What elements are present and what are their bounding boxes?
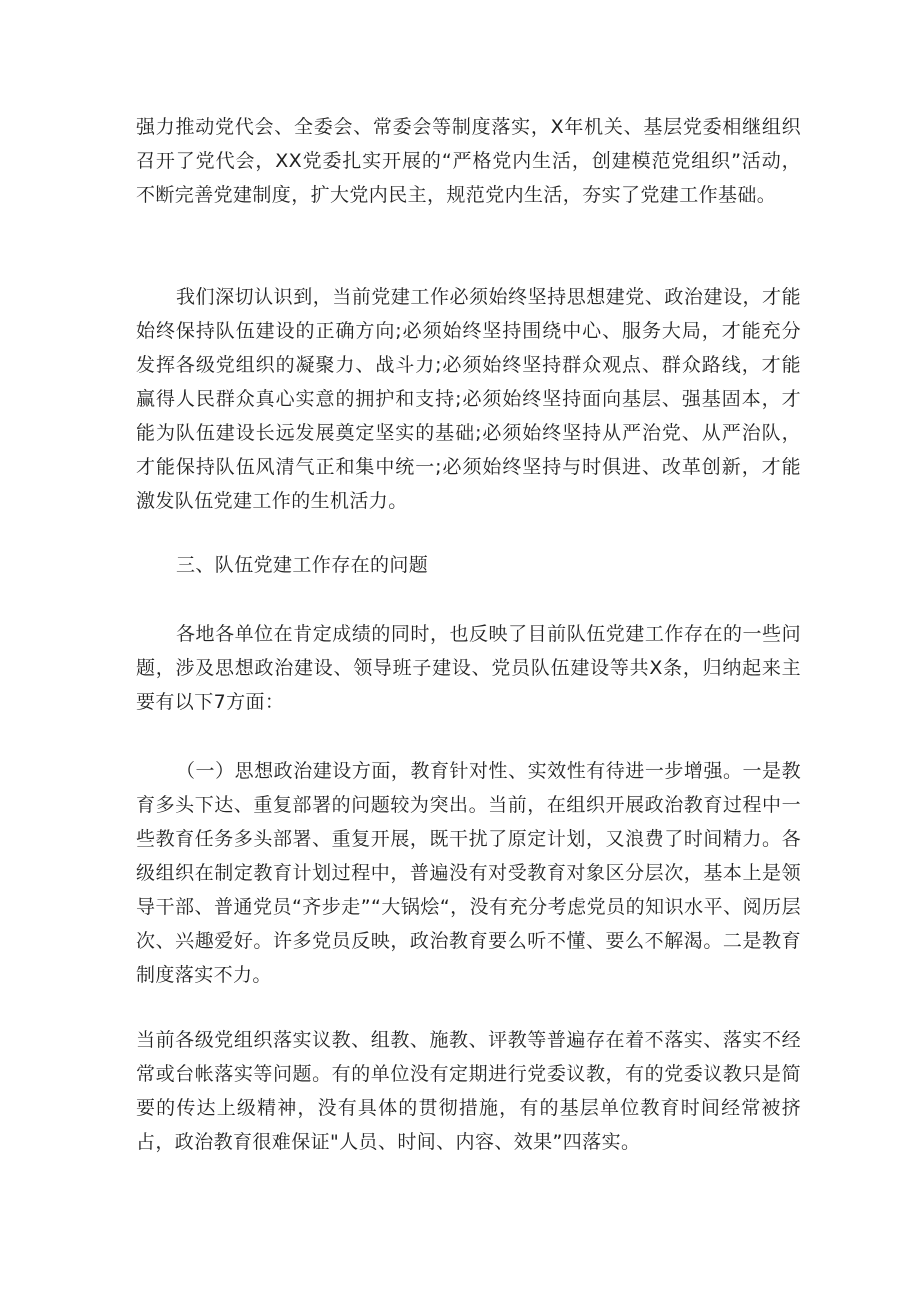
- paragraph-conclusions: 我们深切认识到，当前党建工作必须始终坚持思想建党、政治建设，才能始终保持队伍建设的正确方向;必须始终坚持围绕中心、服务大局，才能充分发挥各级党组织的凝聚力、战斗力;必须始终坚持群众观点、群众路线，才能赢得人民群众真心实意的拥护和支持;必须始终坚持面向基层、强基固本，才能为队伍建设长远发展奠定坚实的基础;必须始终坚持从严治党、从严治队，才能保持队伍风清气正和集中统一;必须始终坚持与时俱进、改革创新，才能激发队伍党建工作的生机活力。: [136, 286, 801, 512]
- paragraph-political-education: （一）思想政治建设方面，教育针对性、实效性有待进一步增强。一是教育多头下达、重复部署的问题较为突出。当前，在组织开展政治教育过程中一些教育任务多头部署、重复开展，既干扰了原定计划，又浪费了时间精力。各级组织在制定教育计划过程中，普遍没有对受教育对象区分层次，基本上是领导干部、普通党员“齐步走”“大锅烩“，没有充分考虑党员的知识水平、阅历层次、兴趣爱好。许多党员反映，政治教育要么听不懂、要么不解渴。二是教育制度落实不力。: [136, 760, 801, 986]
- paragraph-party-system: 强力推动党代会、全委会、常委会等制度落实，X年机关、基层党委相继组织召开了党代会，XX党委扎实开展的“严格党内生活，创建模范党组织”活动，不断完善党建制度，扩大党内民主，规范党内生活，夯实了党建工作基础。: [136, 116, 801, 206]
- section-heading-problems: 三、队伍党建工作存在的问题: [176, 554, 429, 576]
- paragraph-education-implementation: 当前各级党组织落实议教、组教、施教、评教等普遍存在着不落实、落实不经常或台帐落实等问题。有的单位没有定期进行党委议教，有的党委议教只是简要的传达上级精神，没有具体的贯彻措施，有的基层单位教育时间经常被挤占，政治教育很难保证"人员、时间、内容、效果”四落实。: [136, 1029, 801, 1153]
- paragraph-problems-intro: 各地各单位在肯定成绩的同时，也反映了目前队伍党建工作存在的一些问题，涉及思想政治建设、领导班子建设、党员队伍建设等共X条，归纳起来主要有以下7方面：: [136, 623, 801, 713]
